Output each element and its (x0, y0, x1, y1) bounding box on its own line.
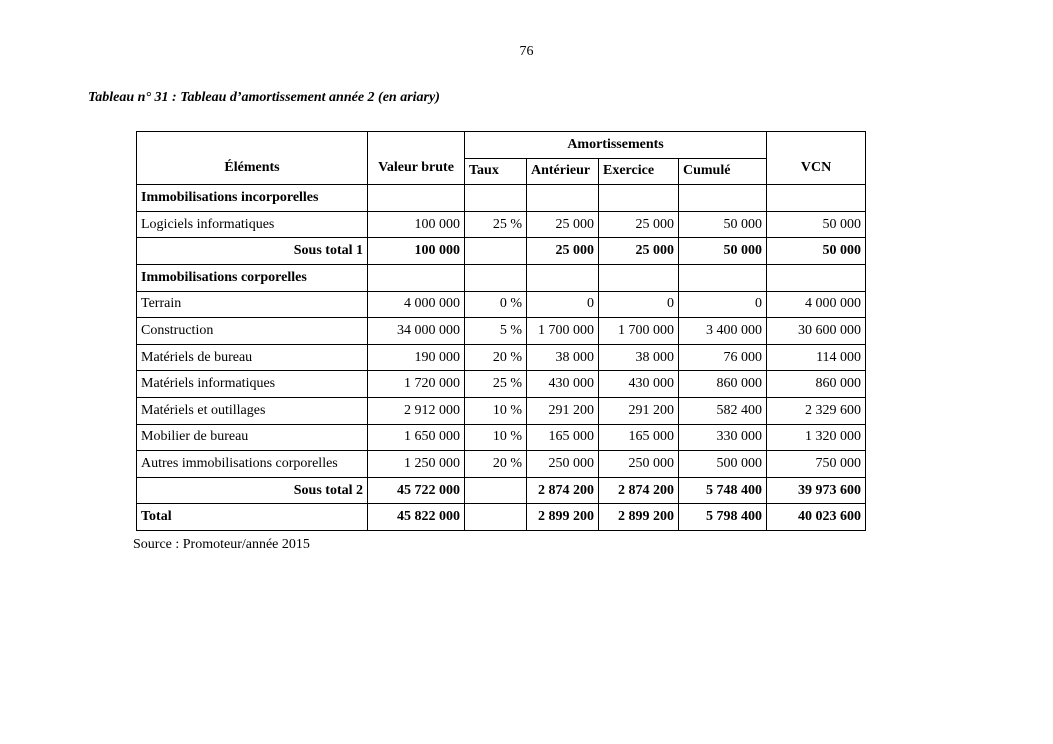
subtotal-row-1 (137, 238, 866, 265)
cell-valeur-brute: 34 000 000 (368, 318, 465, 345)
cell-exercice: 38 000 (599, 344, 679, 371)
cell-vcn: 114 000 (767, 344, 866, 371)
cell-valeur-brute: 100 000 (368, 211, 465, 238)
cell-anterieur: 430 000 (527, 371, 599, 398)
header-row-top (137, 132, 866, 159)
cell-valeur-brute: 1 650 000 (368, 424, 465, 451)
section-label: Immobilisations incorporelles (137, 185, 368, 212)
table-row (137, 344, 866, 371)
row-label: Construction (137, 318, 368, 345)
header-cumule: Cumulé (679, 158, 767, 185)
section-row-corporelles (137, 264, 866, 291)
cell-taux: 10 % (465, 424, 527, 451)
cell-vcn: 4 000 000 (767, 291, 866, 318)
table-header (137, 132, 866, 185)
row-label: Logiciels informatiques (137, 211, 368, 238)
cell-cumule: 500 000 (679, 451, 767, 478)
cell-cumule: 330 000 (679, 424, 767, 451)
table-body (137, 185, 866, 531)
cell-taux: 10 % (465, 397, 527, 424)
header-exercice: Exercice (599, 158, 679, 185)
cell-valeur-brute: 1 720 000 (368, 371, 465, 398)
cell-anterieur: 250 000 (527, 451, 599, 478)
cell-vcn: 39 973 600 (767, 477, 866, 504)
subtotal-label: Sous total 1 (137, 238, 368, 265)
cell-cumule: 50 000 (679, 238, 767, 265)
cell-exercice: 25 000 (599, 211, 679, 238)
cell-anterieur: 165 000 (527, 424, 599, 451)
cell-taux: 20 % (465, 344, 527, 371)
cell-valeur-brute: 190 000 (368, 344, 465, 371)
table-row (137, 291, 866, 318)
table-row (137, 451, 866, 478)
header-amortissements: Amortissements (465, 132, 767, 159)
cell-vcn: 860 000 (767, 371, 866, 398)
row-label: Terrain (137, 291, 368, 318)
cell-cumule: 5 798 400 (679, 504, 767, 531)
subtotal-label: Sous total 2 (137, 477, 368, 504)
cell-vcn: 40 023 600 (767, 504, 866, 531)
cell-anterieur: 38 000 (527, 344, 599, 371)
table-row (137, 424, 866, 451)
cell-taux (465, 238, 527, 265)
cell-cumule: 50 000 (679, 211, 767, 238)
cell-anterieur: 291 200 (527, 397, 599, 424)
cell-valeur-brute: 2 912 000 (368, 397, 465, 424)
cell-vcn: 1 320 000 (767, 424, 866, 451)
cell-anterieur: 25 000 (527, 211, 599, 238)
header-vcn: VCN (767, 132, 866, 185)
page-number: 76 (519, 44, 534, 59)
cell-vcn: 2 329 600 (767, 397, 866, 424)
cell-taux: 0 % (465, 291, 527, 318)
cell-vcn: 50 000 (767, 211, 866, 238)
header-taux: Taux (465, 158, 527, 185)
cell-cumule: 582 400 (679, 397, 767, 424)
section-label: Immobilisations corporelles (137, 264, 368, 291)
subtotal-row-2 (137, 477, 866, 504)
cell-cumule: 5 748 400 (679, 477, 767, 504)
cell-valeur-brute: 100 000 (368, 238, 465, 265)
table-caption: Tableau n° 31 : Tableau d’amortissement année 2 (en ariary) (88, 90, 440, 105)
header-anterieur: Antérieur (527, 158, 599, 185)
row-label: Mobilier de bureau (137, 424, 368, 451)
section-row-incorporelles (137, 185, 866, 212)
header-elements: Éléments (137, 132, 368, 185)
cell-cumule: 860 000 (679, 371, 767, 398)
cell-valeur-brute: 1 250 000 (368, 451, 465, 478)
cell-taux (465, 477, 527, 504)
cell-anterieur: 2 899 200 (527, 504, 599, 531)
row-label: Autres immobilisations corporelles (137, 451, 368, 478)
cell-anterieur: 25 000 (527, 238, 599, 265)
cell-cumule: 0 (679, 291, 767, 318)
cell-exercice: 1 700 000 (599, 318, 679, 345)
cell-vcn: 50 000 (767, 238, 866, 265)
cell-cumule: 3 400 000 (679, 318, 767, 345)
row-label: Matériels et outillages (137, 397, 368, 424)
total-row (137, 504, 866, 531)
cell-exercice: 25 000 (599, 238, 679, 265)
cell-cumule: 76 000 (679, 344, 767, 371)
cell-valeur-brute: 4 000 000 (368, 291, 465, 318)
cell-anterieur: 2 874 200 (527, 477, 599, 504)
total-label: Total (137, 504, 368, 531)
table-row (137, 318, 866, 345)
cell-exercice: 0 (599, 291, 679, 318)
cell-anterieur: 1 700 000 (527, 318, 599, 345)
amortization-table (136, 131, 866, 531)
cell-taux: 20 % (465, 451, 527, 478)
row-label: Matériels de bureau (137, 344, 368, 371)
table-row (137, 371, 866, 398)
cell-exercice: 2 874 200 (599, 477, 679, 504)
cell-anterieur: 0 (527, 291, 599, 318)
table-row (137, 397, 866, 424)
cell-exercice: 250 000 (599, 451, 679, 478)
header-valeur-brute: Valeur brute (368, 132, 465, 185)
cell-valeur-brute: 45 722 000 (368, 477, 465, 504)
cell-exercice: 430 000 (599, 371, 679, 398)
cell-taux: 25 % (465, 211, 527, 238)
cell-exercice: 291 200 (599, 397, 679, 424)
cell-exercice: 165 000 (599, 424, 679, 451)
cell-vcn: 750 000 (767, 451, 866, 478)
row-label: Matériels informatiques (137, 371, 368, 398)
cell-taux: 5 % (465, 318, 527, 345)
cell-taux: 25 % (465, 371, 527, 398)
cell-taux (465, 504, 527, 531)
table-row (137, 211, 866, 238)
cell-valeur-brute: 45 822 000 (368, 504, 465, 531)
cell-vcn: 30 600 000 (767, 318, 866, 345)
source-note: Source : Promoteur/année 2015 (133, 537, 310, 552)
cell-exercice: 2 899 200 (599, 504, 679, 531)
